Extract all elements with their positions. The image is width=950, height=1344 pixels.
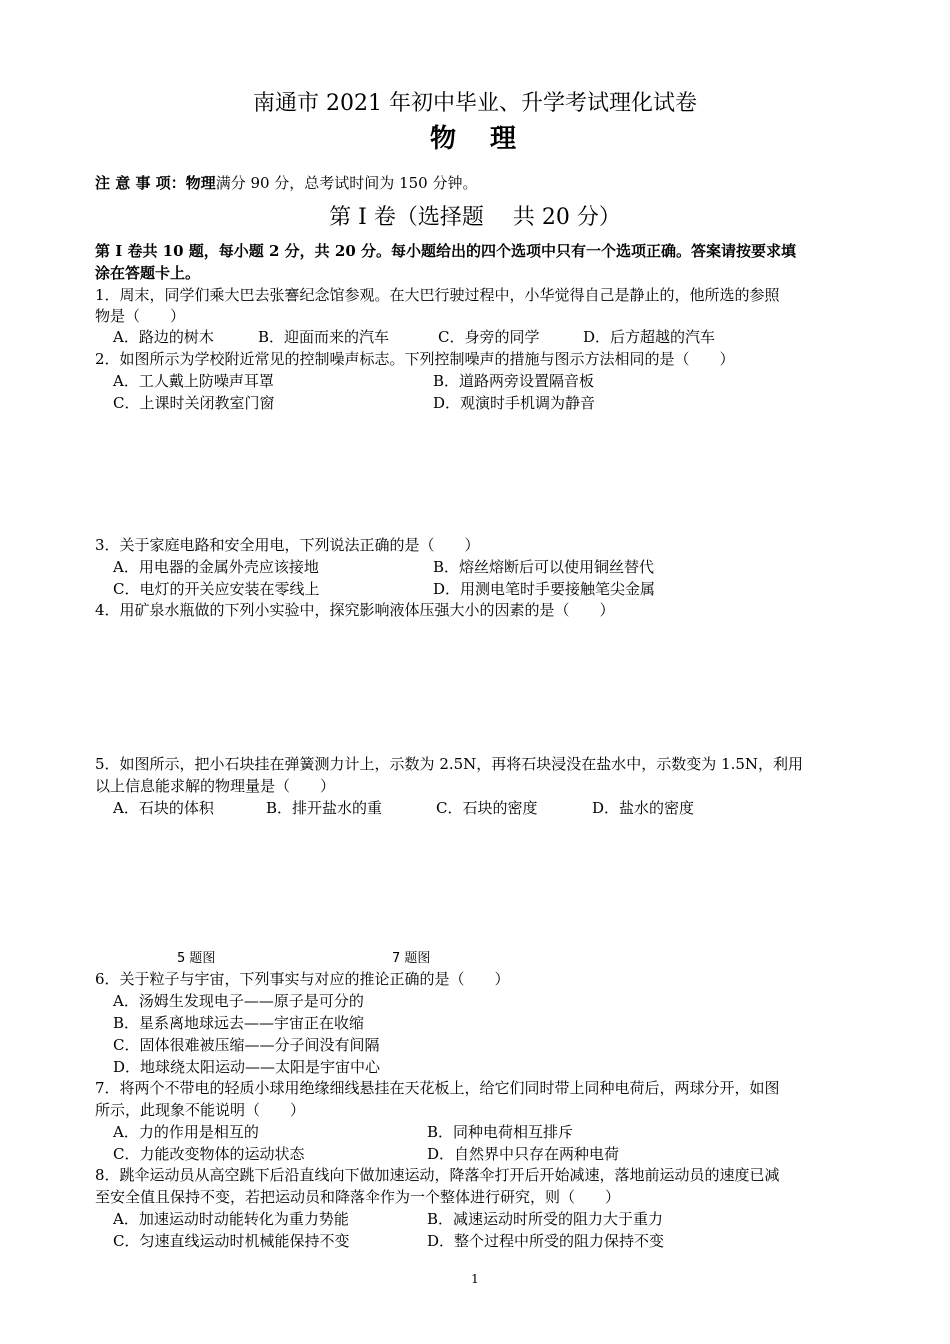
q8-option-b: B．减速运动时所受的阻力大于重力 <box>427 1210 664 1228</box>
q5-option-d: D．盐水的密度 <box>592 799 695 817</box>
q7-option-d: D．自然界中只存在两种电荷 <box>427 1145 620 1163</box>
notice-line <box>95 172 477 194</box>
notice-subject: 物理 <box>185 174 216 192</box>
q3-option-c: C．电灯的开关应安装在零线上 <box>113 580 320 598</box>
q1-option-a: A．路边的树木 <box>113 328 214 346</box>
q3-option-d: D．用测电笔时手要接触笔尖金属 <box>433 580 656 598</box>
q7-option-b: B．同种电荷相互排斥 <box>427 1123 574 1141</box>
q6-stem-line1: 6．关于粒子与宇宙，下列事实与对应的推论正确的是（ ） <box>95 970 510 988</box>
section-instructions-line2: 涂在答题卡上。 <box>95 264 201 282</box>
section-instructions-line1: 第 Ⅰ 卷共 10 题，每小题 2 分，共 20 分。每小题给出的四个选项中只有一个选项正确。答案请按要求填 <box>95 242 796 260</box>
q3-stem-line1: 3．关于家庭电路和安全用电，下列说法正确的是（ ） <box>95 536 480 554</box>
notice-text: 满分 90 分，总考试时间为 150 分钟。 <box>215 174 478 192</box>
q2-stem-line1: 2．如图所示为学校附近常见的控制噪声标志。下列控制噪声的措施与图示方法相同的是（ ） <box>95 350 735 368</box>
q6-option-c: C．固体很难被压缩——分子间没有间隔 <box>113 1036 380 1054</box>
figure-7-caption: 7 题图 <box>392 951 431 966</box>
q5-option-b: B．排开盐水的重 <box>266 799 383 817</box>
q7-option-a: A．力的作用是相互的 <box>113 1123 259 1141</box>
q7-option-c: C．力能改变物体的运动状态 <box>113 1145 305 1163</box>
q8-option-a: A．加速运动时动能转化为重力势能 <box>113 1210 349 1228</box>
section-heading: 第 Ⅰ 卷（选择题 共 20 分） <box>329 205 621 230</box>
q8-option-d: D．整个过程中所受的阻力保持不变 <box>427 1232 665 1250</box>
q2-option-a: A．工人戴上防噪声耳罩 <box>113 372 274 390</box>
q8-option-c: C．匀速直线运动时机械能保持不变 <box>113 1232 350 1250</box>
q1-option-b: B．迎面而来的汽车 <box>258 328 390 346</box>
q6-option-a: A．汤姆生发现电子——原子是可分的 <box>113 992 364 1010</box>
page-number: 1 <box>471 1272 479 1286</box>
notice-label: 注 意 事 项： <box>95 174 186 192</box>
q7-stem-line1: 7．将两个不带电的轻质小球用绝缘细线悬挂在天花板上，给它们同时带上同种电荷后，两球分开，如图 <box>95 1079 780 1097</box>
q5-option-c: C．石块的密度 <box>436 799 538 817</box>
q6-option-b: B．星系离地球远去——宇宙正在收缩 <box>113 1014 365 1032</box>
q8-stem-line2: 至安全值且保持不变，若把运动员和降落伞作为一个整体进行研究，则（ ） <box>95 1188 621 1206</box>
q1-stem-line1: 1．周末，同学们乘大巴去张謇纪念馆参观。在大巴行驶过程中，小华觉得自己是静止的，他所选的参照 <box>95 286 780 304</box>
exam-title: 南通市 2021 年初中毕业、升学考试理化试卷 <box>253 91 697 116</box>
q5-stem-line1: 5．如图所示，把小石块挂在弹簧测力计上，示数为 2.5N，再将石块浸没在盐水中，示数变为 1.5N，利用 <box>95 755 804 773</box>
q2-option-d: D．观演时手机调为静音 <box>433 394 596 412</box>
q7-stem-line2: 所示，此现象不能说明（ ） <box>95 1101 306 1119</box>
q2-option-c: C．上课时关闭教室门窗 <box>113 394 275 412</box>
q3-option-a: A．用电器的金属外壳应该接地 <box>113 558 319 576</box>
q1-option-d: D．后方超越的汽车 <box>583 328 716 346</box>
q1-option-c: C．身旁的同学 <box>438 328 540 346</box>
q5-stem-line2: 以上信息能求解的物理量是（ ） <box>95 777 336 795</box>
q3-option-b: B．熔丝熔断后可以使用铜丝替代 <box>433 558 655 576</box>
subject-title: 物 理 <box>429 124 520 154</box>
q6-option-d: D．地球绕太阳运动——太阳是宇宙中心 <box>113 1058 381 1076</box>
figure-5-caption: 5 题图 <box>177 951 216 966</box>
q2-option-b: B．道路两旁设置隔音板 <box>433 372 595 390</box>
q4-stem-line1: 4．用矿泉水瓶做的下列小实验中，探究影响液体压强大小的因素的是（ ） <box>95 601 615 619</box>
q5-option-a: A．石块的体积 <box>113 799 214 817</box>
q1-stem-line2: 物是（ ） <box>95 307 186 325</box>
q8-stem-line1: 8．跳伞运动员从高空跳下后沿直线向下做加速运动，降落伞打开后开始减速，落地前运动员的速度已减 <box>95 1166 780 1184</box>
